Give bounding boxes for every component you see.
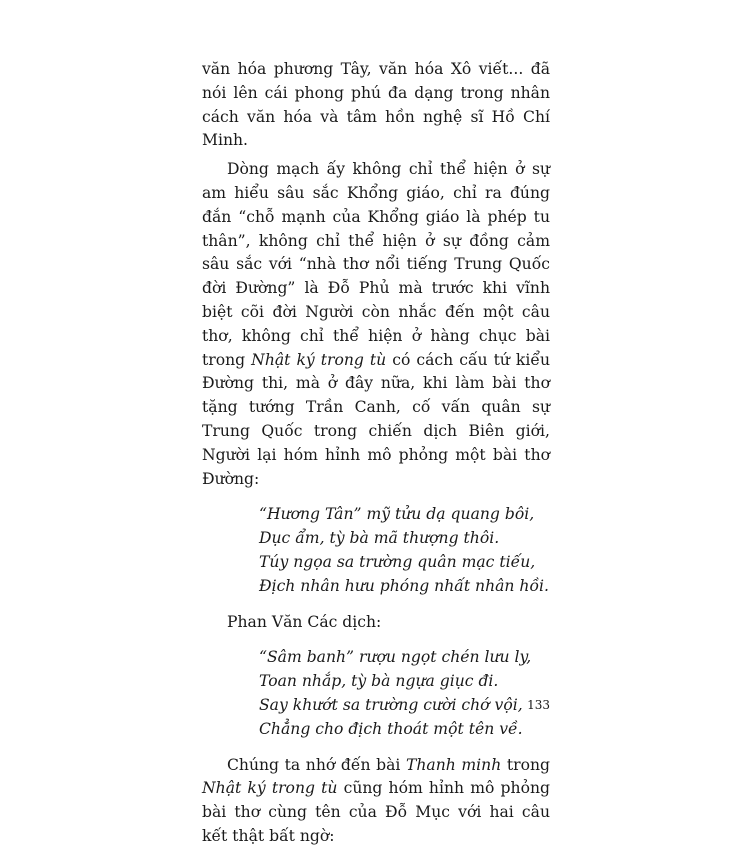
poem-translation-line-4: Chẳng cho địch thoát một tên về. xyxy=(259,719,523,738)
paragraph-thanh-minh-text-3: cũng hóm hỉnh mô phỏng bài thơ cùng tên của Đỗ Mục với hai câu kết thật bất ngờ: xyxy=(202,779,550,845)
poem-title-thanh-minh: Thanh minh xyxy=(405,755,502,774)
poem-translation xyxy=(259,646,550,741)
paragraph-continuation: văn hóa phương Tây, văn hóa Xô viết... đã nói lên cái phong phú đa dạng trong nhân cách văn hóa và tâm hồn nghệ sĩ Hồ Chí Minh. xyxy=(202,60,550,150)
book-title-nhat-ky: Nhật ký trong tù xyxy=(251,350,387,369)
paragraph-lineage-text-1: Dòng mạch ấy không chỉ thể hiện ở sự am hiểu sâu sắc Khổng giáo, chỉ ra đúng đắn “chỗ mạnh của Khổng giáo là phép tu thân”, không chỉ thể hiện ở sự đồng cảm sâu sắc với “nhà thơ nổi tiếng Trung Quốc đời Đường” là Đỗ Phủ mà trước khi vĩnh biệt cõi đời Người còn nhắc đến một câu thơ, không chỉ thể hiện ở hàng chục bài trong xyxy=(202,160,550,369)
poem-translation-line-2: Toan nhắp, tỳ bà ngựa giục đi. xyxy=(259,672,499,691)
poem-original-line-4: Địch nhân hưu phóng nhất nhân hồi. xyxy=(259,576,549,595)
paragraph-thanh-minh xyxy=(202,754,550,849)
page-body xyxy=(202,58,550,849)
paragraph-lineage xyxy=(202,158,550,491)
paragraph-lineage-text-2: có cách cấu tứ kiểu Đường thi, mà ở đây nữa, khi làm bài thơ tặng tướng Trần Canh, cố vấn quân sự Trung Quốc trong chiến dịch Biên giới, Người lại hóm hỉnh mô phỏng một bài thơ Đường: xyxy=(202,350,551,488)
poem-original-line-3: Túy ngọa sa trường quân mạc tiếu, xyxy=(259,552,536,571)
book-title-nhat-ky-2: Nhật ký trong tù xyxy=(202,779,338,798)
poem-original-line-1: “Hương Tân” mỹ tửu dạ quang bôi, xyxy=(259,505,535,524)
paragraph-thanh-minh-text-1: Chúng ta nhớ đến bài xyxy=(227,755,406,774)
page-number: 133 xyxy=(527,698,550,712)
translator-label: Phan Văn Các dịch: xyxy=(227,612,382,631)
poem-original xyxy=(259,503,550,598)
poem-original-line-2: Dục ẩm, tỳ bà mã thượng thôi. xyxy=(259,529,500,548)
poem-translation-line-1: “Sâm banh” rượu ngọt chén lưu ly, xyxy=(259,648,532,667)
paragraph-thanh-minh-text-2: trong xyxy=(501,755,550,774)
poem-translation-line-3: Say khướt sa trường cười chớ vội, xyxy=(259,695,523,714)
